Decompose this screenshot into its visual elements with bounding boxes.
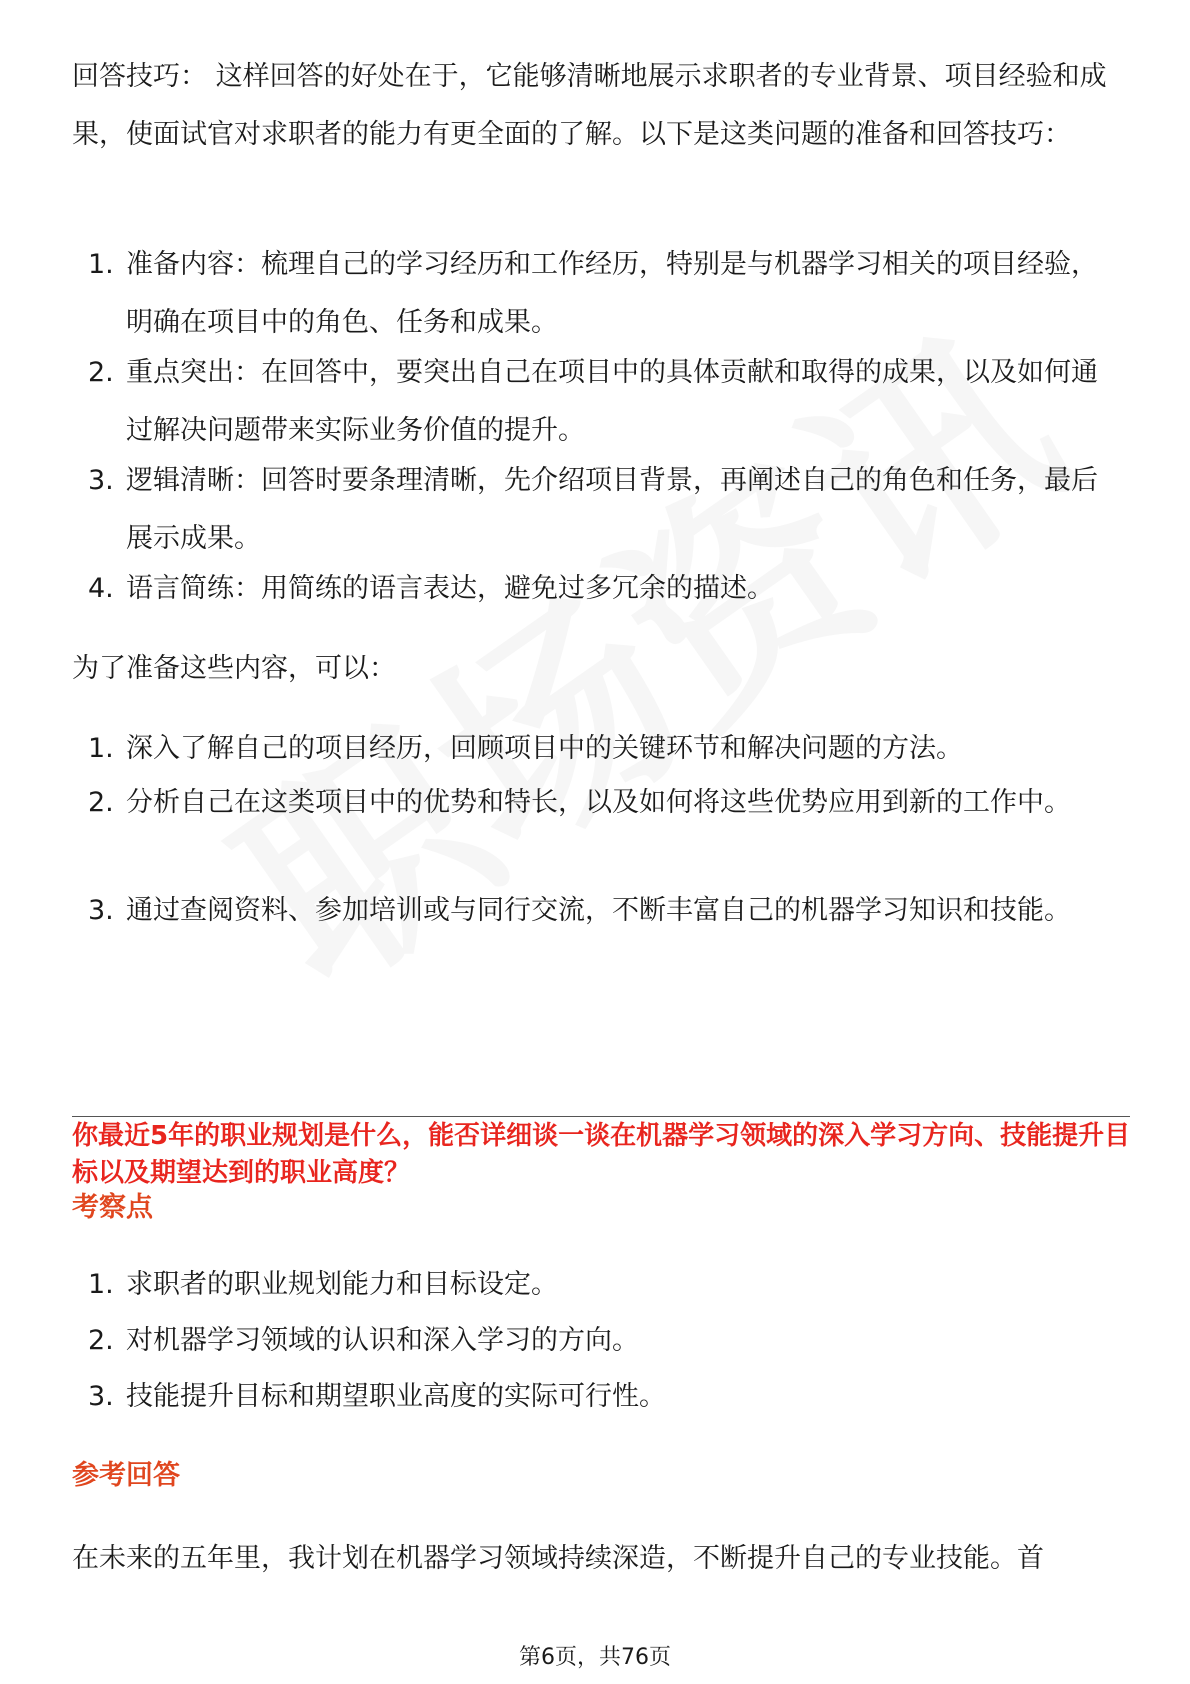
list-number: 1.: [88, 249, 114, 280]
list-number: 4.: [88, 573, 114, 604]
list-number: 3.: [88, 895, 114, 926]
list-item: [88, 452, 1118, 568]
list-number: 2.: [88, 357, 114, 388]
list-text: 技能提升目标和期望职业高度的实际可行性。: [126, 1381, 666, 1412]
list-number: 1.: [88, 1269, 114, 1300]
list-item: [88, 1256, 1118, 1314]
list-number: 2.: [88, 787, 114, 818]
focus-heading: 考察点: [72, 1192, 153, 1223]
list-number: 1.: [88, 733, 114, 764]
list-text: 逻辑清晰：回答时要条理清晰，先介绍项目背景，再阐述自己的角色和任务，最后展示成果。: [126, 465, 1098, 554]
list-item: [88, 720, 1118, 778]
section-divider: [72, 1116, 1130, 1117]
list-text: 通过查阅资料、参加培训或与同行交流，不断丰富自己的机器学习知识和技能。: [126, 895, 1071, 926]
list-number: 3.: [88, 1381, 114, 1412]
prepare-lead: 为了准备这些内容，可以：: [72, 653, 396, 684]
list-text: 对机器学习领域的认识和深入学习的方向。: [126, 1325, 639, 1356]
list-text: 求职者的职业规划能力和目标设定。: [126, 1269, 558, 1300]
page-number: 第6页，共76页: [519, 1645, 671, 1670]
list-item: [88, 1368, 1118, 1426]
list-text: 语言简练：用简练的语言表达，避免过多冗余的描述。: [126, 573, 774, 604]
list-item: [88, 882, 1118, 940]
list-text: 分析自己在这类项目中的优势和特长，以及如何将这些优势应用到新的工作中。: [126, 787, 1071, 818]
list-item: [88, 1312, 1118, 1370]
interview-question: 你最近5年的职业规划是什么，能否详细谈一谈在机器学习领域的深入学习方向、技能提升目标以及期望达到的职业高度？: [72, 1121, 1131, 1188]
answer-paragraph: 在未来的五年里，我计划在机器学习领域持续深造，不断提升自己的专业技能。首: [72, 1543, 1044, 1574]
list-text: 准备内容：梳理自己的学习经历和工作经历，特别是与机器学习相关的项目经验，明确在项目中的角色、任务和成果。: [126, 249, 1098, 338]
list-item: [88, 774, 1118, 832]
answer-heading: 参考回答: [72, 1460, 180, 1491]
list-number: 2.: [88, 1325, 114, 1356]
list-number: 3.: [88, 465, 114, 496]
list-text: 深入了解自己的项目经历，回顾项目中的关键环节和解决问题的方法。: [126, 733, 963, 764]
list-text: 重点突出：在回答中，要突出自己在项目中的具体贡献和取得的成果，以及如何通过解决问题带来实际业务价值的提升。: [126, 357, 1098, 446]
list-item: [88, 344, 1118, 460]
intro-paragraph: 回答技巧： 这样回答的好处在于，它能够清晰地展示求职者的专业背景、项目经验和成果，使面试官对求职者的能力有更全面的了解。以下是这类问题的准备和回答技巧：: [72, 61, 1107, 150]
list-item: [88, 236, 1118, 352]
list-item: [88, 560, 1118, 618]
